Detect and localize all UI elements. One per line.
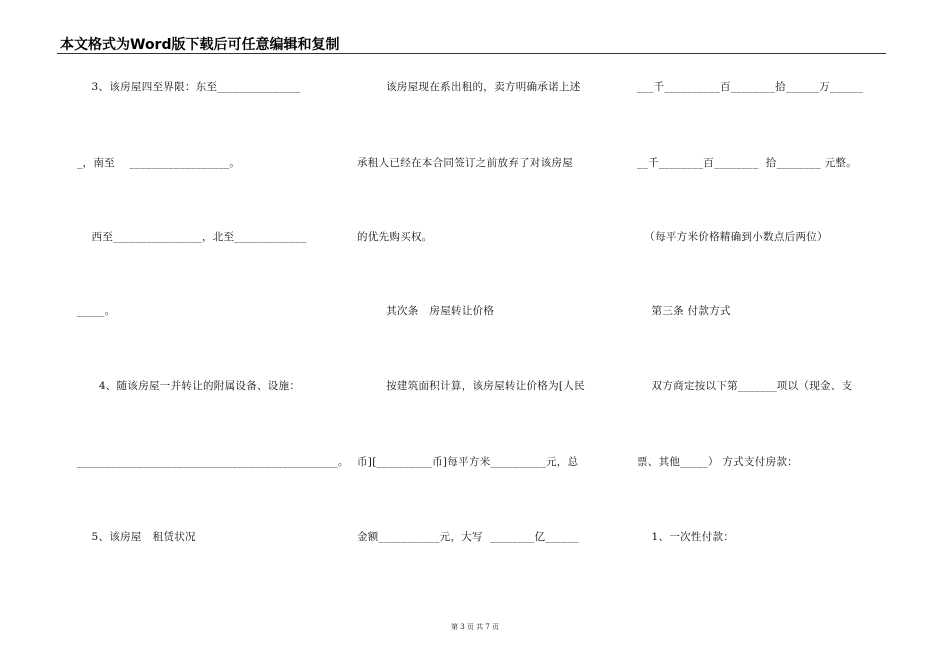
- left-line-7: 5、该房屋 租赁状况: [77, 531, 196, 543]
- left-line-1: 3、该房屋四至界限：东至_______________: [77, 81, 301, 93]
- middle-line-5: 按建筑面积计算，该房屋转让价格为[人民: [357, 380, 585, 392]
- right-line-4: 第三条 付款方式: [637, 305, 731, 317]
- middle-line-6: 币][__________币]每平方米__________元，总: [357, 456, 579, 468]
- middle-line-3: 的优先购买权。: [357, 231, 433, 243]
- middle-line-7: 金额___________元，大写 ________亿______: [357, 531, 579, 543]
- left-line-3: 西至________________，北至_____________: [77, 231, 307, 243]
- right-line-1: ___千__________百________拾______万______: [637, 81, 864, 93]
- left-line-2: _，南至 __________________。: [77, 157, 241, 169]
- right-line-3: （每平方米价格精确到小数点后两位）: [637, 231, 828, 243]
- middle-line-2: 承租人已经在本合同签订之前放弃了对该房屋: [357, 157, 573, 169]
- document-header-title: 本文格式为Word版下载后可任意编辑和复制: [60, 37, 340, 53]
- left-line-4: _____。: [77, 305, 116, 317]
- right-line-2: __千________百________ 拾________ 元整。: [637, 157, 858, 169]
- left-line-5: 4、随该房屋一并转让的附属设备、设施：: [77, 380, 301, 392]
- page-number-footer: 第 3 页 共 7 页: [450, 623, 500, 631]
- left-line-6: _______________________________________________。: [77, 456, 349, 468]
- right-line-5: 双方商定按以下第_______项以（现金、支: [637, 380, 853, 392]
- right-line-6: 票、其他_____） 方式支付房款：: [637, 456, 798, 468]
- right-line-7: 1、一次性付款：: [637, 531, 735, 543]
- header-divider: [57, 53, 886, 54]
- middle-line-4: 其次条 房屋转让价格: [357, 305, 495, 317]
- middle-line-1: 该房屋现在系出租的，卖方明确承诺上述: [357, 81, 581, 93]
